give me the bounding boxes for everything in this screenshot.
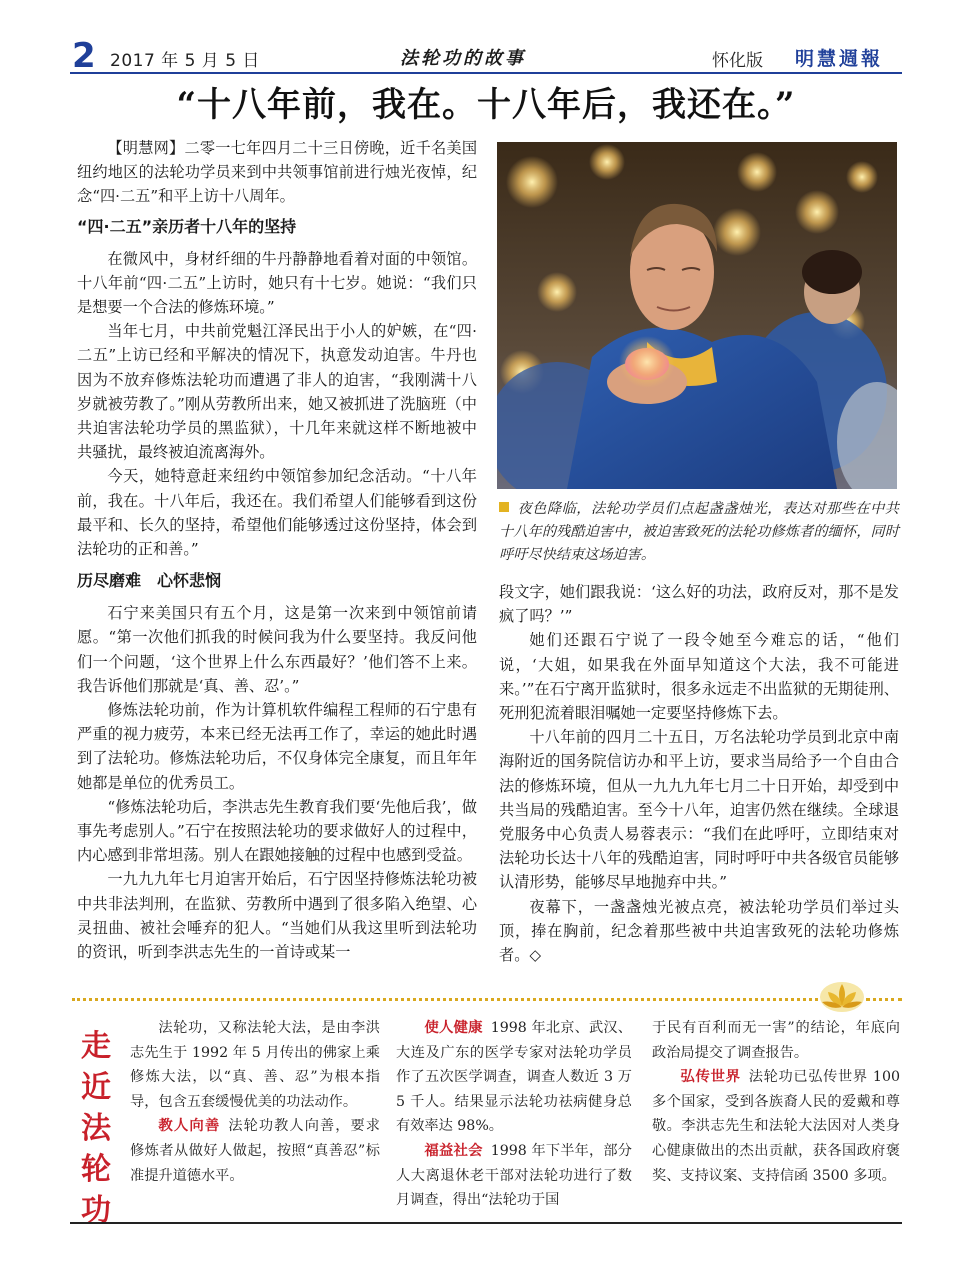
sidebar-intro: 法轮功，又称法轮大法，是由李洪志先生于 1992 年 5 月传出的佛家上乘修炼大法，以“真、善、忍”为根本指导，包含五套缓慢优美的功法动作。: [130, 1020, 380, 1110]
edition-label: 怀化版: [712, 51, 763, 71]
dotted-divider: [72, 998, 818, 1001]
gold-square-icon: [499, 502, 509, 512]
article-paragraph: 今天，她特意赶来纽约中领馆参加纪念活动。“十八年前，我在。十八年后，我还在。我们希望人们能够看到这份最平和、长久的坚持，希望他们能够透过这份坚持，体会到法轮功的正和善。”: [77, 467, 477, 559]
section-title: 法轮功的故事: [400, 48, 526, 69]
footer-rule: [70, 1222, 902, 1224]
article-paragraph: 当年七月，中共前党魁江泽民出于小人的妒嫉，在“四·二五”上访已经和平解决的情况下，执意发动迫害。牛丹也因为不放弃修炼法轮功而遭遇了非人的迫害，“我刚满十八岁就被劳教了。”刚从劳教所出来，她又被抓进了洗脑班（中共迫害法轮功学员的黑监狱），十几年来就这样不断地被中共骚扰，最终被迫流离海外。: [77, 322, 477, 462]
sidebar-text: 1998 年北京、武汉、大连及广东的医学专家对法轮功学员作了五次医学调查，调查人数近 3 万 5 千人。结果显示法轮功祛病健身总有效率达 98%。: [396, 1020, 632, 1135]
tag-teach-good: 教人向善: [158, 1118, 221, 1135]
subheading-425: “四·二五”亲历者十八年的坚持: [77, 216, 297, 236]
article-paragraph-continued: 段文字，她们跟我说：‘这么好的功法，政府反对，那不是发疯了吗？’”: [499, 583, 899, 626]
lotus-emblem-icon: [818, 980, 866, 1014]
candlelight-vigil-photo: [497, 142, 897, 489]
dotted-divider: [866, 998, 902, 1001]
sidebar-text: 法轮功已弘传世界 100 多个国家，受到各族裔人民的爱戴和尊敬。李洪志先生和法轮大法因对人类身心健康做出的杰出贡献，获各国政府褒奖、支持议案、支持信函 3500 多项。: [652, 1069, 900, 1184]
article-paragraph: 她们还跟石宁说了一段令她至今难忘的话，“他们说，‘大姐，如果我在外面早知道这个大法，我不可能进来。’”在石宁离开监狱时，很多永远走不出监狱的无期徒刑、死刑犯流着眼泪嘱她一定要坚持修炼下去。: [499, 631, 899, 723]
sidebar-column-3: [652, 1016, 900, 1188]
photo-caption: [499, 498, 899, 567]
article-paragraph: 修炼法轮功前，作为计算机软件编程工程师的石宁患有严重的视力疲劳，本来已经无法再工作了，幸运的她此时遇到了法轮功。修炼法轮功后，不仅身体完全康复，而且年年她都是单位的优秀员工。: [77, 701, 477, 792]
tag-benefit-society: 福益社会: [424, 1142, 483, 1159]
tag-health: 使人健康: [424, 1020, 483, 1036]
article-column-left: [77, 136, 477, 964]
page-number: 2: [72, 36, 96, 76]
issue-date: 2017 年 5 月 5 日: [110, 51, 260, 71]
sidebar-vertical-title: 走 近 法 轮 功: [81, 1029, 111, 1228]
sidebar-text: 1998 年下半年，部分人大离退休老干部对法轮功进行了数月调查，得出“法轮功于国: [396, 1142, 632, 1209]
article-intro: 【明慧网】二零一七年四月二十三日傍晚，近千名美国纽约地区的法轮功学员来到中共领事馆前进行烛光夜悼，纪念“四·二五”和平上访十八周年。: [77, 139, 477, 206]
sidebar-column-2: [396, 1016, 632, 1213]
article-paragraph: “修炼法轮功后，李洪志先生教育我们要‘先他后我’，做事先考虑别人。”石宁在按照法轮功的要求做好人的过程中，内心感到非常坦荡。别人在跟她接触的过程中也感到受益。: [77, 797, 477, 865]
photo-caption-text: 夜色降临，法轮功学员们点起盏盏烛光，表达对那些在中共十八年的残酷迫害中，被迫害致死的法轮功修炼者的缅怀，同时呼吁尽快结束这场迫害。: [499, 501, 899, 563]
paper-name: 明慧週報: [795, 48, 884, 70]
article-paragraph: 在微风中，身材纤细的牛丹静静地看着对面的中领馆。十八年前“四·二五”上访时，她只有十七岁。她说：“我们只是想要一个合法的修炼环境。”: [77, 249, 477, 317]
article-paragraph: 夜幕下，一盏盏烛光被点亮，被法轮功学员们举过头顶，捧在胸前，纪念着那些被中共迫害致死的法轮功修炼者。◇: [499, 897, 899, 965]
article-paragraph: 十八年前的四月二十五日，万名法轮功学员到北京中南海附近的国务院信访办和平上访，要求当局给予一个自由合法的修炼环境，但从一九九九年七月二十日开始，却受到中共当局的残酷迫害。至今十八年，迫害仍然在继续。全球退党服务中心负责人易蓉表示：“我们在此呼吁，立即结束对法轮功长达十八年的残酷迫害，同时呼吁中共各级官员能够认清形势，能够尽早地抛弃中共。”: [499, 728, 899, 892]
sidebar-column-1: [130, 1016, 380, 1188]
header-rule: [70, 72, 902, 74]
sidebar-text: 法轮功教人向善，要求修炼者从做好人做起，按照“真善忍”标准提升道德水平。: [130, 1118, 380, 1184]
article-paragraph: 石宁来美国只有五个月，这是第一次来到中领馆前请愿。“第一次他们抓我的时候问我为什么要坚持。我反问他们一个问题，‘这个世界上什么东西最好？’他们答不上来。我告诉他们那就是‘真、善、忍’。”: [77, 604, 477, 695]
tag-spread-world: 弘传世界: [680, 1069, 741, 1086]
article-paragraph: 一九九九年七月迫害开始后，石宁因坚持修炼法轮功被中共非法判刑，在监狱、劳教所中遇到了很多陷入绝望、心灵扭曲、被社会唾弃的犯人。“当她们从我这里听到法轮功的资讯，听到李洪志先生的一首诗或某一: [77, 870, 477, 962]
subheading-hardship: 历尽磨难 心怀悲悯: [77, 571, 222, 591]
article-column-right: [499, 580, 899, 967]
headline: “十八年前，我在。十八年后，我还在。”: [176, 85, 796, 125]
sidebar-text-continued: 于民有百利而无一害”的结论，年底向政治局提交了调查报告。: [652, 1020, 900, 1061]
